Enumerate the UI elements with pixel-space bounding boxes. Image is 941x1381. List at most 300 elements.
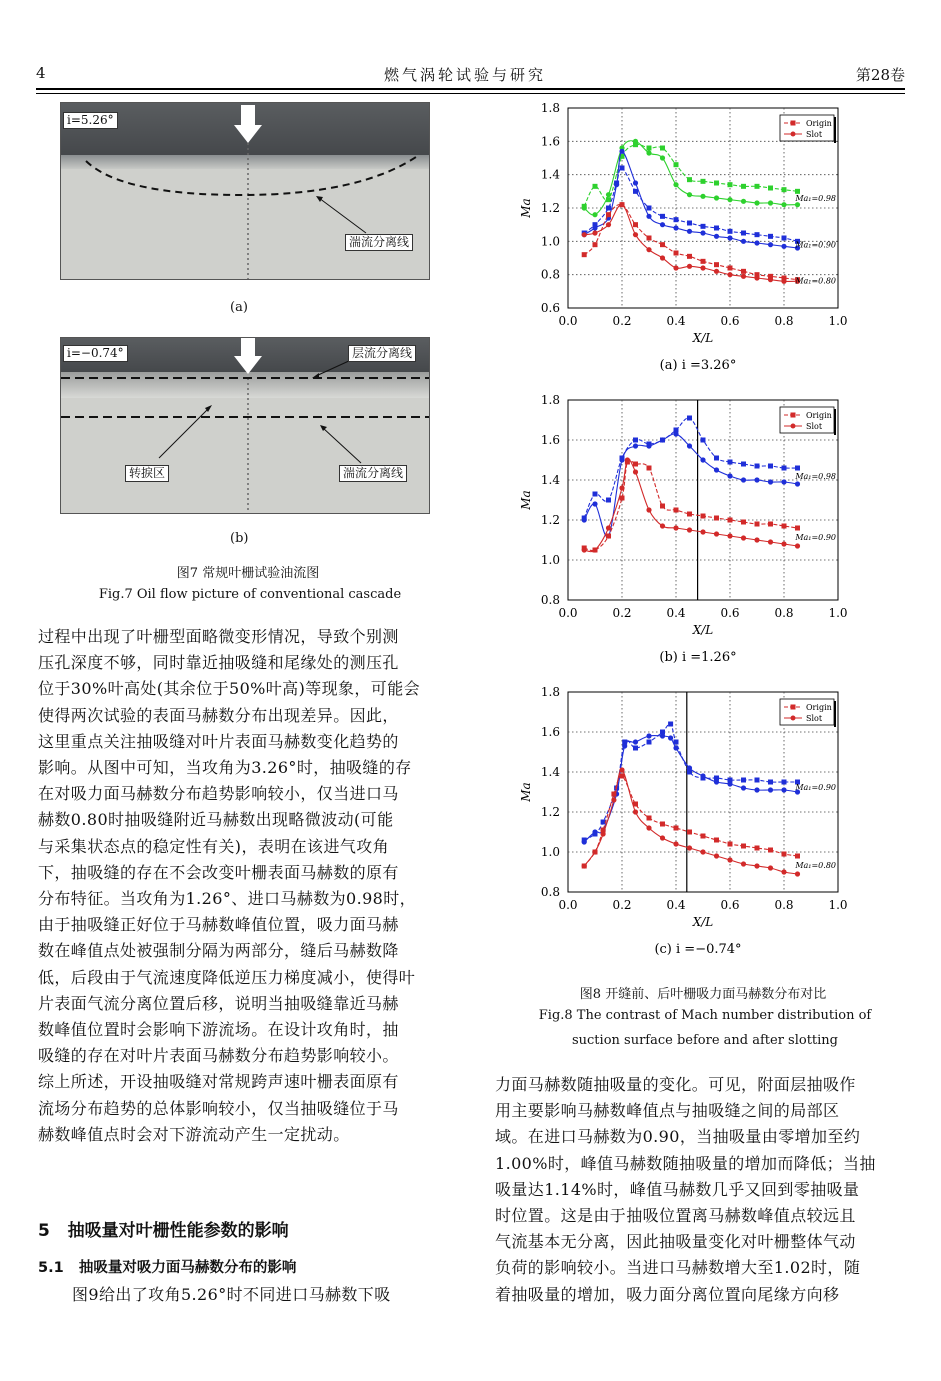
data-point [714,516,719,521]
data-point [768,464,773,469]
data-point [687,527,692,532]
data-point [633,462,638,467]
text-line: 过程中出现了叶栅型面略微变形情况，导致个别测 [38,627,399,646]
data-point [633,180,638,185]
data-point [668,735,673,740]
fig8c-mach-chart [508,684,908,974]
fig8b-mach-chart [508,392,908,682]
data-point [646,150,651,155]
data-point [582,863,587,868]
data-point [714,853,719,858]
data-point [714,779,719,784]
text-line: 赫数0.80时抽吸缝附近马赫数出现略微波动(可能 [38,810,394,830]
data-point [768,186,773,191]
data-point [781,541,786,546]
data-point [727,857,732,862]
x-axis-label: X/L [692,623,714,637]
data-point [741,462,746,467]
data-point [700,849,705,854]
legend-label: Origin [806,703,832,712]
data-point [728,518,733,523]
y-tick-label: 1.4 [540,765,560,779]
data-point [619,202,624,207]
fig8-caption-en-2: suction surface before and after slotting [571,1033,839,1048]
data-point [700,529,705,534]
data-point [660,822,665,827]
data-point [755,778,760,783]
data-point [795,871,800,876]
data-point [660,437,665,442]
data-point [660,214,665,219]
legend-shadow [834,409,836,435]
x-tick-label: 0.2 [612,606,632,620]
text-line: 时位置。这是由于抽吸位置离马赫数峰值点较远且 [495,1206,856,1226]
data-point [768,522,773,527]
y-tick-label: 0.8 [540,593,560,607]
fig7b-turbulent-label: 湍流分离线 [339,465,407,482]
data-point [795,543,800,548]
data-point [728,460,733,465]
data-point [714,531,719,536]
data-point [741,274,746,279]
y-axis-label: Ma [519,490,533,510]
fig7b-incidence-label: i=−0.74° [63,345,128,362]
legend-label: Slot [806,714,823,723]
data-point [593,492,598,497]
data-point [633,232,638,237]
data-point [754,537,759,542]
text-line: 影响。从图中可知，当攻角为3.26°时，抽吸缝的存 [38,758,412,778]
data-point [673,841,678,846]
data-point [741,785,746,790]
data-point [660,523,665,528]
data-point [755,464,760,469]
x-tick-label: 1.0 [828,606,848,620]
fig7a-sublabel: (a) [230,300,248,315]
data-point [768,865,773,870]
data-point [582,232,587,237]
data-point [625,457,630,462]
data-point [606,206,611,211]
data-point [700,265,705,270]
x-tick-label: 0.8 [774,314,794,328]
data-point [782,466,787,471]
data-point [611,797,616,802]
x-tick-label: 0.8 [774,898,794,912]
fig8a-mach-chart [508,100,908,390]
data-point [601,820,606,825]
y-tick-label: 1.0 [540,553,560,567]
series-line [584,205,797,282]
section-5-title: 抽吸量对叶栅性能参数的影响 [67,1221,289,1241]
data-point [687,416,692,421]
x-axis-label: X/L [692,331,714,345]
data-point [741,184,746,189]
series-group-label: Ma₁=0.90 [795,533,836,542]
legend-marker [791,413,796,418]
data-point [633,443,638,448]
x-tick-label: 0.0 [558,898,578,912]
data-point [647,740,652,745]
data-point [727,473,732,478]
data-point [606,498,611,503]
data-point [768,200,773,205]
data-point [673,182,678,187]
section-5-number: 5 [38,1221,50,1241]
text-line: 吸量达1.14%时，峰值马赫数几乎又回到零抽吸量 [495,1179,860,1199]
data-point [582,839,587,844]
data-point [741,231,746,236]
y-axis-label: Ma [519,782,533,802]
header-rule-thin [36,93,905,94]
x-tick-label: 0.6 [720,314,740,328]
data-point [755,232,760,237]
data-point [646,214,651,219]
text-line: 数在峰值点处被强制分隔为两部分，缝后马赫数降 [38,941,399,961]
data-point [728,229,733,234]
data-point [606,222,611,227]
text-line: 流场分布趋势的总体影响较小，仅当抽吸缝位于马 [38,1098,399,1118]
y-tick-label: 1.6 [540,725,560,739]
journal-title: 燃气涡轮试验与研究 [384,66,547,84]
data-point [646,733,651,738]
text-line: 压孔深度不够，同时靠近抽吸缝和尾缘处的测压孔 [38,653,399,673]
text-line: 低，后段由于气流速度降低逆压力梯度减小，使得叶 [38,967,416,987]
data-point [687,229,692,234]
data-point [592,547,597,552]
data-point [592,212,597,217]
data-point [768,242,773,247]
text-line: 位于30%叶高处(其余位于50%叶高)等现象，可能会 [38,679,421,699]
data-point [741,844,746,849]
legend-marker [791,705,796,710]
data-point [593,184,598,189]
data-point [582,252,587,257]
legend-shadow [834,117,836,143]
fig7a-oil-flow-photo [60,102,430,280]
y-tick-label: 1.6 [540,134,560,149]
data-point [660,146,665,151]
data-point [728,842,733,847]
section-5-1-title: 抽吸量对吸力面马赫数分布的影响 [78,1260,297,1276]
data-point [674,826,679,831]
data-point [619,149,624,154]
legend-label: Slot [806,422,823,431]
y-tick-label: 1.8 [540,393,560,407]
series-group-label: Ma₁=0.80 [795,276,836,286]
y-axis-label: Ma [519,198,533,218]
body-text-left [38,624,463,1148]
data-point [646,507,651,512]
x-tick-label: 0.4 [666,314,686,328]
data-point [647,236,652,241]
y-tick-label: 1.2 [540,513,560,527]
data-point [687,254,692,259]
data-point [781,202,786,207]
x-tick-label: 0.4 [666,606,686,620]
data-point [701,834,706,839]
data-point [633,809,638,814]
text-line: 着抽吸量的增加，吸力面分离位置向尾缘方向移 [495,1284,840,1304]
data-point [687,443,692,448]
fig8-caption-cn: 图8 开缝前、后叶栅吸力面马赫数分布对比 [579,987,827,1002]
data-point [714,456,719,461]
data-point [687,177,692,182]
legend-label: Origin [806,411,832,420]
data-point [700,457,705,462]
data-point [660,242,665,247]
text-line: 力面马赫数随抽吸量的变化。可见，附面层抽吸作 [495,1075,856,1094]
data-point [673,265,678,270]
data-point [620,496,625,501]
data-point [701,224,706,229]
data-point [620,166,625,171]
data-point [727,235,732,240]
data-point [673,225,678,230]
legend-shadow [834,701,836,727]
data-point [741,239,746,244]
data-point [647,466,652,471]
data-point [606,525,611,530]
data-point [673,745,678,750]
series-group-label: Ma₁=0.98 [795,194,836,203]
data-point [582,547,587,552]
fig7-caption-en: Fig.7 Oil flow picture of conventional cascade [98,587,402,602]
legend-label: Origin [806,119,832,128]
data-point [660,504,665,509]
data-point [714,269,719,274]
text-line: 综上所述，开设抽吸缝对常规跨声速叶栅表面原有 [38,1072,399,1092]
data-point [714,181,719,186]
data-point [687,765,692,770]
data-point [714,234,719,239]
data-point [795,466,800,471]
body-text-left-after: 图9给出了攻角5.26°时不同进口马赫数下吸 [72,1285,391,1304]
data-point [768,479,773,484]
series-line [584,144,797,206]
y-tick-label: 0.8 [540,885,560,899]
data-point [700,773,705,778]
data-point [795,526,800,531]
data-point [674,508,679,513]
data-point [782,852,787,857]
text-line: 使得两次试验的表面马赫数分布出现差异。因此， [38,705,399,725]
data-point [700,230,705,235]
data-point [768,848,773,853]
text-line: 气流基本无分离，因此抽吸量变化对叶栅整体气动 [495,1232,856,1252]
x-tick-label: 0.4 [666,898,686,912]
data-point [714,195,719,200]
x-axis-label: X/L [692,915,714,929]
fig7b-transition-label: 转捩区 [125,465,169,482]
data-point [754,275,759,280]
data-point [741,477,746,482]
y-tick-label: 1.2 [540,805,560,819]
data-point [727,781,732,786]
data-point [741,520,746,525]
section-5-1-heading [38,1256,296,1277]
data-point [647,146,652,151]
data-point [601,831,606,836]
data-point [660,155,665,160]
data-point [782,236,787,241]
y-tick-label: 1.8 [540,101,560,115]
data-point [741,269,746,274]
data-point [660,222,665,227]
data-point [781,279,786,284]
chart-subtitle: (b) i =1.26° [659,650,737,665]
text-line: 用主要影响马赫数峰值点与抽吸缝之间的局部区 [495,1101,840,1121]
fig7b-laminar-label: 层流分离线 [348,345,416,362]
fig7a-turbulent-label: 湍流分离线 [345,234,413,251]
text-line: 负荷的影响较小。当进口马赫数增大至1.02时，随 [495,1258,861,1278]
data-point [741,199,746,204]
data-point [687,512,692,517]
data-point [714,226,719,231]
volume-label: 第28卷 [855,66,905,84]
data-point [606,192,611,197]
data-point [674,162,679,167]
y-tick-label: 1.2 [540,201,560,215]
data-point [741,535,746,540]
data-point [768,780,773,785]
series-group-label: Ma₁=0.98 [795,472,836,481]
page-number: 4 [36,64,46,82]
data-point [673,431,678,436]
data-point [755,846,760,851]
data-point [795,481,800,486]
data-point [593,242,598,247]
data-point [754,787,759,792]
x-tick-label: 0.0 [558,314,578,328]
data-point [687,845,692,850]
x-tick-label: 0.2 [612,314,632,328]
data-point [633,438,638,443]
y-tick-label: 1.0 [540,234,560,249]
data-point [647,206,652,211]
text-line: 在对吸力面马赫数分布趋势影响较小，仅当进口马 [38,784,399,804]
data-point [741,778,746,783]
x-tick-label: 0.6 [720,898,740,912]
y-tick-label: 1.8 [540,685,560,699]
data-point [633,222,638,227]
fig7b-sublabel: (b) [230,531,249,546]
data-point [781,869,786,874]
data-point [606,212,611,217]
data-point [782,187,787,192]
data-point [687,221,692,226]
data-point [781,244,786,249]
data-point [660,255,665,260]
y-tick-label: 1.4 [540,167,560,182]
legend-marker [791,424,796,429]
data-point [646,443,651,448]
data-point [781,479,786,484]
data-point [687,830,692,835]
body-text-right [495,1072,915,1308]
data-point [754,477,759,482]
data-point [674,251,679,256]
data-point [782,524,787,529]
data-point [592,849,597,854]
data-point [768,234,773,239]
data-point [592,230,597,235]
data-point [646,247,651,252]
x-tick-label: 1.0 [828,898,848,912]
data-point [781,787,786,792]
data-point [755,522,760,527]
x-tick-label: 0.8 [774,606,794,620]
data-point [728,182,733,187]
text-line: 这里重点关注抽吸缝对叶片表面马赫数变化趋势的 [38,731,399,751]
data-point [701,259,706,264]
legend-marker [791,132,796,137]
y-tick-label: 0.8 [540,267,560,282]
data-point [701,514,706,519]
data-point [633,739,638,744]
x-tick-label: 0.6 [720,606,740,620]
data-point [619,767,624,772]
data-point [633,746,638,751]
data-point [755,184,760,189]
series-line [584,418,797,518]
chart-subtitle: (a) i =3.26° [659,358,737,373]
data-point [727,197,732,202]
header-rule [36,88,905,90]
data-point [582,517,587,522]
data-point [633,139,638,144]
x-tick-label: 0.2 [612,898,632,912]
data-point [701,438,706,443]
data-point [592,829,597,834]
data-point [727,272,732,277]
data-point [646,825,651,830]
data-point [754,240,759,245]
data-point [647,816,652,821]
data-point [700,194,705,199]
fig8-caption-en-1: Fig.8 The contrast of Mach number distribution of [538,1008,872,1023]
data-point [795,854,800,859]
text-line: 分布特征。当攻角为1.26°、进口马赫数为0.98时， [38,889,417,909]
y-tick-label: 1.0 [540,845,560,859]
fig7b-oil-flow-photo [60,337,430,514]
data-point [687,264,692,269]
data-point [754,200,759,205]
text-line: 1.00%时，峰值马赫数随抽吸量的增加而降低；当抽 [495,1153,876,1173]
text-line: 与采集状态点的稳定性有关)，表明在该进气攻角 [38,836,390,856]
y-tick-label: 1.4 [540,473,560,487]
data-point [606,534,611,539]
series-line [584,459,797,551]
section-5-1-number: 5.1 [38,1260,64,1276]
data-point [741,861,746,866]
data-point [660,733,665,738]
data-point [727,533,732,538]
series-group-label: Ma₁=0.80 [795,861,836,870]
legend-marker [791,121,796,126]
data-point [674,217,679,222]
data-point [782,780,787,785]
legend-marker [791,716,796,721]
data-point [592,225,597,230]
data-point [673,525,678,530]
series-group-label: Ma₁=0.90 [795,783,836,792]
x-tick-label: 0.0 [558,606,578,620]
text-line: 吸缝的存在对叶片表面马赫数分布趋势影响较小。 [38,1046,399,1066]
data-point [614,182,619,187]
text-line: 域。在进口马赫数为0.90，当抽吸量由零增加至约 [495,1127,861,1147]
data-point [687,192,692,197]
